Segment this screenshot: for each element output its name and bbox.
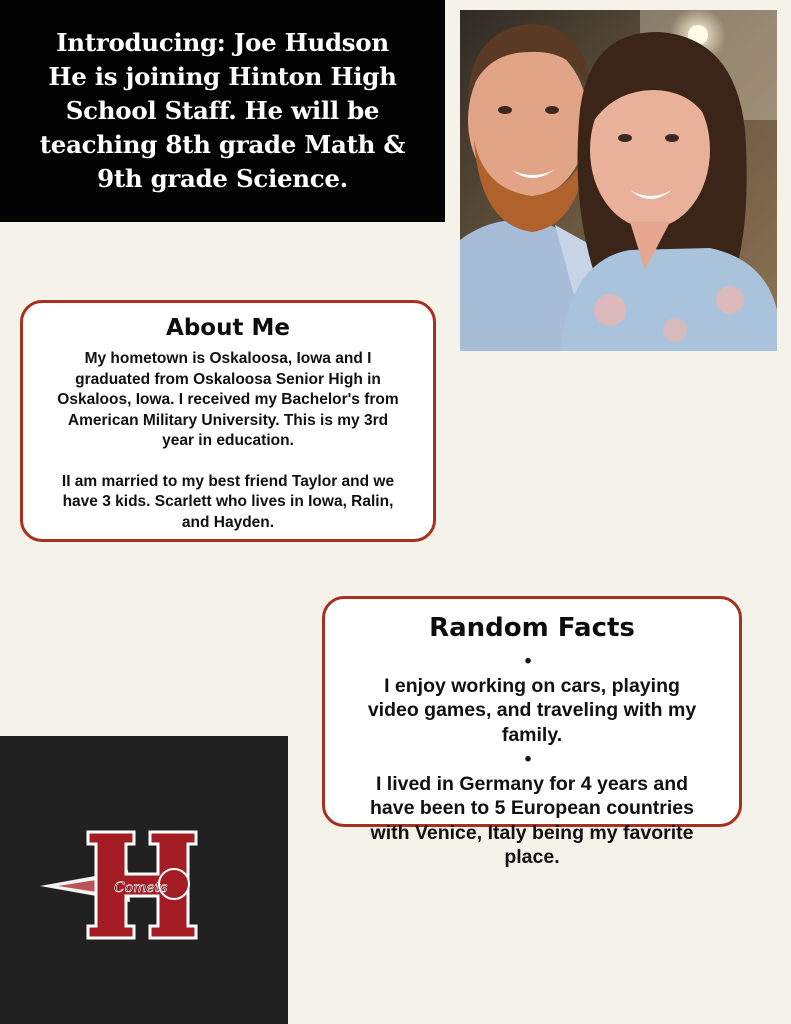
paragraph-gap	[37, 452, 419, 472]
about-line: II am married to my best friend Taylor and we	[61, 472, 395, 490]
fact-line: place.	[504, 846, 560, 868]
about-line: and Hayden.	[181, 513, 275, 531]
about-line: American Military University. This is my 3rd	[67, 411, 389, 429]
fact-line: with Venice, Italy being my favorite	[370, 821, 694, 844]
fact-item	[337, 649, 727, 747]
about-line: have 3 kids. Scarlett who lives in Iowa, Ralin,	[62, 493, 394, 510]
bullet-icon: •	[524, 650, 532, 672]
about-line: graduated from Oskaloosa Senior High in	[75, 370, 381, 388]
fact-line	[337, 649, 727, 698]
random-facts-title: Random Facts	[429, 613, 635, 643]
about-me-title: About Me	[166, 315, 290, 341]
intro-line: School Staff. He will be	[65, 96, 380, 125]
couple-photo	[460, 10, 777, 351]
about-line: year in education.	[162, 432, 294, 449]
about-me-text	[37, 349, 419, 533]
fact-text: I lived in Germany for 4 years and	[375, 772, 689, 795]
intro-line: He is joining Hinton High	[48, 62, 397, 91]
fact-line: video games, and traveling with my	[367, 699, 697, 721]
logo-script-text: Comets	[114, 880, 168, 896]
intro-text	[13, 26, 433, 196]
fact-item	[337, 747, 727, 870]
random-facts-card	[322, 596, 742, 868]
couple-photo-illustration	[460, 10, 777, 351]
bullet-icon: •	[524, 748, 532, 770]
facts-list	[337, 649, 727, 870]
about-line: My hometown is Oskaloosa, Iowa and I	[84, 350, 372, 367]
intro-line: 9th grade Science.	[97, 164, 348, 193]
logo-panel	[0, 736, 288, 1024]
fact-line: family.	[501, 723, 563, 746]
intro-line: teaching 8th grade Math &	[39, 130, 406, 159]
fact-text: I enjoy working on cars, playing	[384, 674, 680, 697]
intro-banner	[0, 0, 445, 222]
about-me-card	[20, 300, 436, 542]
fact-line: have been to 5 European countries	[370, 797, 694, 819]
fact-line	[337, 747, 727, 796]
intro-line: Introducing: Joe Hudson	[56, 28, 389, 57]
about-line: Oskaloos, Iowa. I received my Bachelor's from	[57, 391, 399, 408]
hinton-comets-logo	[38, 830, 198, 940]
